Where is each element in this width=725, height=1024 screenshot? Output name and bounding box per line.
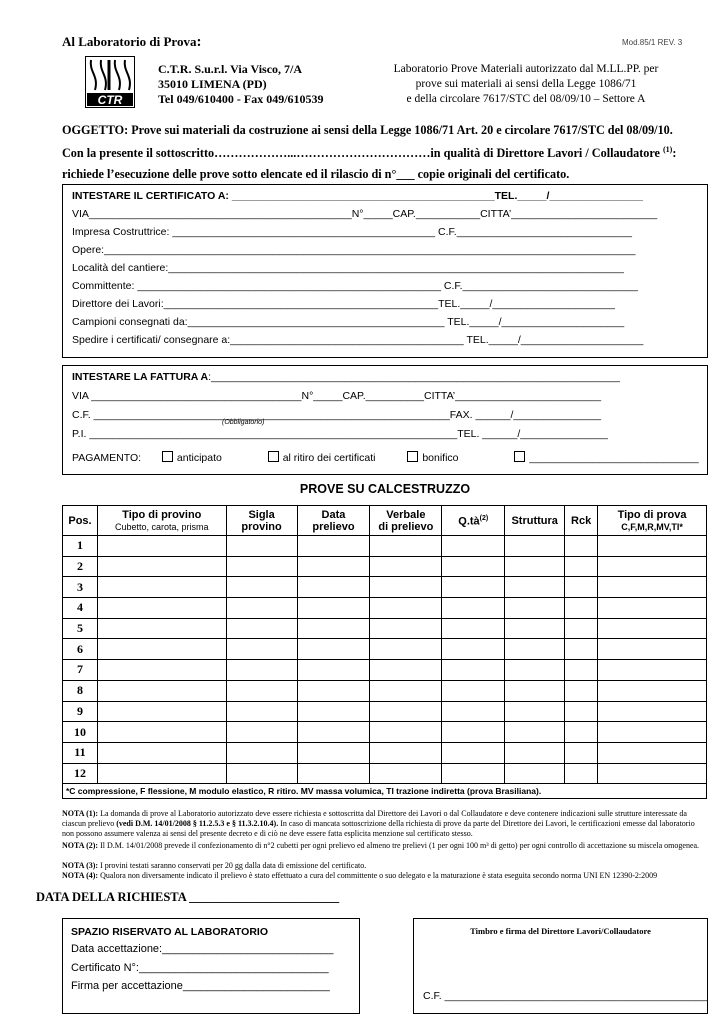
- company-info: [158, 62, 324, 107]
- table-cell[interactable]: [505, 598, 565, 619]
- col-sigla: Sigla provino: [226, 506, 297, 536]
- table-header-row: [63, 506, 707, 536]
- cf-obbligatorio-note: (Obbligatorio): [222, 419, 265, 426]
- table-cell[interactable]: [505, 618, 565, 639]
- row-number: 6: [63, 639, 98, 660]
- table-cell[interactable]: [598, 536, 707, 557]
- table-cell[interactable]: [565, 680, 598, 701]
- col-tipo-provino: Tipo di provino Cubetto, carota, prisma: [97, 506, 226, 536]
- localita-field[interactable]: Località del cantiere:______________________________________________________________________________: [72, 262, 624, 274]
- table-cell[interactable]: [97, 577, 226, 598]
- table-cell[interactable]: [226, 639, 297, 660]
- table-row: [63, 598, 707, 619]
- table-cell[interactable]: [370, 742, 442, 763]
- impresa-field[interactable]: Impresa Costruttrice: _____________________________________________ C.F.______________________________: [72, 226, 632, 238]
- richiesta-line: richiede l’esecuzione delle prove sotto elencate ed il rilascio di n°___ copie originali del certificato.: [62, 167, 570, 181]
- table-cell[interactable]: [370, 618, 442, 639]
- table-cell[interactable]: [297, 680, 370, 701]
- table-cell[interactable]: [370, 598, 442, 619]
- table-row: [63, 556, 707, 577]
- col-pos: Pos.: [63, 506, 98, 536]
- nota-1: NOTA (1): La domanda di prove al Laboratorio autorizzato deve essere richiesta e sottoscritta dal Direttore dei Lavori o dal Collaudatore e deve contenere indicazioni sulle strutture interessate da ciascun prelievo (vedi D.M. 14/01/2008 § 11.2.5.3 e § 11.3.2.10.4). In caso di mancata sottoscrizione della richiesta di prove da parte del Direttore dei Lavori, le certificazioni emesse dal laboratorio non possono assumere valenza ai sensi del presente decreto e di ciò ne deve essere fatta esplicita menzione sul certificato stesso.: [62, 809, 695, 838]
- col-rck: Rck: [565, 506, 598, 536]
- table-cell[interactable]: [598, 660, 707, 681]
- firma-accettazione-field[interactable]: Firma per accettazione________________________: [71, 980, 330, 992]
- table-cell[interactable]: [226, 722, 297, 743]
- row-number: 9: [63, 701, 98, 722]
- timbro-cf-field[interactable]: C.F. _____________________________________________: [423, 990, 708, 1002]
- table-cell[interactable]: [565, 660, 598, 681]
- direttore-field[interactable]: Direttore dei Lavori:_______________________________________________TEL._____/_____________________: [72, 298, 616, 310]
- laboratorio-title: SPAZIO RISERVATO AL LABORATORIO: [71, 926, 268, 938]
- table-cell[interactable]: [97, 598, 226, 619]
- table-cell[interactable]: [565, 577, 598, 598]
- table-cell[interactable]: [505, 556, 565, 577]
- table-cell[interactable]: [370, 639, 442, 660]
- col-data: Data prelievo: [297, 506, 370, 536]
- table-cell[interactable]: [226, 660, 297, 681]
- table-cell[interactable]: [442, 556, 505, 577]
- table-cell[interactable]: [226, 556, 297, 577]
- table-cell[interactable]: [370, 536, 442, 557]
- table-cell[interactable]: [370, 701, 442, 722]
- table-cell[interactable]: [297, 618, 370, 639]
- company-phone: Tel 049/610400 - Fax 049/610539: [158, 92, 324, 106]
- table-cell[interactable]: [598, 722, 707, 743]
- table-cell[interactable]: [598, 742, 707, 763]
- table-cell[interactable]: [226, 598, 297, 619]
- pagamento-row: [72, 451, 699, 464]
- table-cell[interactable]: [505, 742, 565, 763]
- table-cell[interactable]: [565, 639, 598, 660]
- table-row: [63, 618, 707, 639]
- table-cell[interactable]: [505, 639, 565, 660]
- table-cell[interactable]: [598, 598, 707, 619]
- sottoscritto-line: Con la presente il sottoscritto………………...……………………………in qualità di Direttore Lavori / Collaudatore $^{(1)}$:: [62, 145, 677, 161]
- table-cell[interactable]: [297, 701, 370, 722]
- table-row: [63, 742, 707, 763]
- table-cell[interactable]: [565, 701, 598, 722]
- row-number: 2: [63, 556, 98, 577]
- table-cell[interactable]: [565, 763, 598, 784]
- table-cell[interactable]: [442, 680, 505, 701]
- table-cell[interactable]: [370, 660, 442, 681]
- bonifico-checkbox[interactable]: bonifico: [407, 452, 458, 464]
- ritiro-checkbox[interactable]: al ritiro dei certificati: [268, 452, 376, 464]
- addressee: Al Laboratorio di Prova:: [62, 34, 202, 50]
- table-cell[interactable]: [370, 722, 442, 743]
- table-cell[interactable]: [442, 763, 505, 784]
- table-cell[interactable]: [226, 763, 297, 784]
- row-number: 8: [63, 680, 98, 701]
- data-richiesta-field[interactable]: DATA DELLA RICHIESTA ________________________: [36, 890, 340, 904]
- table-cell[interactable]: [297, 598, 370, 619]
- table-cell[interactable]: [565, 556, 598, 577]
- row-number: 7: [63, 660, 98, 681]
- row-number: 12: [63, 763, 98, 784]
- table-cell[interactable]: [370, 680, 442, 701]
- table-cell[interactable]: [297, 660, 370, 681]
- table-cell[interactable]: [565, 618, 598, 639]
- company-name: C.T.R. S.u.r.l. Via Visco, 7/A: [158, 62, 303, 76]
- table-cell[interactable]: [226, 618, 297, 639]
- table-cell[interactable]: [598, 680, 707, 701]
- nota-2: NOTA (2): Il D.M. 14/01/2008 prevede il confezionamento di n°2 cubetti per ogni prelievo ed almeno tre prelievi (1 per ogni 100 m³ di getto) per ogni controllo di accettazione su miscela omogenea.: [62, 841, 700, 850]
- data-accettazione-field[interactable]: Data accettazione:____________________________: [71, 943, 334, 955]
- table-cell[interactable]: [598, 639, 707, 660]
- table-cell[interactable]: [226, 680, 297, 701]
- committente-field[interactable]: Committente: ____________________________________________________ C.F.______________________________: [72, 280, 638, 292]
- table-cell[interactable]: [598, 701, 707, 722]
- ctr-logo: [85, 56, 135, 108]
- table-cell[interactable]: [598, 556, 707, 577]
- table-cell[interactable]: [442, 639, 505, 660]
- table-cell[interactable]: [505, 536, 565, 557]
- anticipato-checkbox[interactable]: anticipato: [162, 452, 222, 464]
- table-footnote-row: [63, 784, 707, 799]
- table-cell[interactable]: [505, 660, 565, 681]
- table-row: [63, 660, 707, 681]
- table-cell[interactable]: [370, 556, 442, 577]
- table-row: [63, 680, 707, 701]
- oggetto-line: OGGETTO: Prove sui materiali da costruzione ai sensi della Legge 1086/71 Art. 20 e circolare 7617/STC del 08/09/10.: [62, 123, 673, 137]
- row-number: 5: [63, 618, 98, 639]
- table-row: [63, 722, 707, 743]
- table-cell[interactable]: [97, 680, 226, 701]
- table-cell[interactable]: [442, 722, 505, 743]
- timbro-title: Timbro e firma del Direttore Lavori/Collaudatore: [470, 926, 651, 936]
- table-cell[interactable]: [297, 556, 370, 577]
- col-struttura: Struttura: [505, 506, 565, 536]
- certificato-numero-field[interactable]: Certificato N°:_______________________________: [71, 962, 329, 974]
- table-cell[interactable]: [297, 722, 370, 743]
- table-cell[interactable]: [505, 763, 565, 784]
- table-cell[interactable]: [442, 536, 505, 557]
- row-number: 11: [63, 742, 98, 763]
- altro-checkbox[interactable]: _____________________________: [514, 452, 698, 464]
- table-cell[interactable]: [97, 556, 226, 577]
- table-cell[interactable]: [442, 577, 505, 598]
- table-cell[interactable]: [226, 577, 297, 598]
- table-cell[interactable]: [226, 701, 297, 722]
- campioni-field[interactable]: Campioni consegnati da:____________________________________________ TEL._____/_____________________: [72, 316, 625, 328]
- table-cell[interactable]: [598, 618, 707, 639]
- table-cell[interactable]: [565, 742, 598, 763]
- row-number: 4: [63, 598, 98, 619]
- table-cell[interactable]: [442, 598, 505, 619]
- table-cell[interactable]: [97, 722, 226, 743]
- certificato-intestazione-field[interactable]: INTESTARE IL CERTIFICATO A: _____________________________________________TEL._____/________________: [72, 190, 643, 202]
- col-qta: $Q.tà^{(2)}$: [442, 506, 505, 536]
- table-cell[interactable]: [97, 639, 226, 660]
- table-cell[interactable]: [370, 763, 442, 784]
- table-cell[interactable]: [97, 536, 226, 557]
- table-cell[interactable]: [297, 639, 370, 660]
- table-cell[interactable]: [442, 701, 505, 722]
- table-row: [63, 763, 707, 784]
- table-cell[interactable]: [565, 722, 598, 743]
- fattura-intestazione-field[interactable]: INTESTARE LA FATTURA A:______________________________________________________________________: [72, 371, 620, 383]
- table-cell[interactable]: [505, 701, 565, 722]
- table-cell[interactable]: [97, 618, 226, 639]
- table-cell[interactable]: [598, 763, 707, 784]
- opere-field[interactable]: Opere:___________________________________________________________________________________________: [72, 244, 636, 256]
- prove-table: [62, 505, 707, 799]
- table-cell[interactable]: [297, 763, 370, 784]
- certificato-via-field[interactable]: VIA_____________________________________________N°_____CAP.___________CITTA’_________________________: [72, 208, 658, 220]
- table-cell[interactable]: [97, 763, 226, 784]
- table-cell[interactable]: [505, 680, 565, 701]
- table-row: [63, 639, 707, 660]
- table-cell[interactable]: [226, 742, 297, 763]
- table-cell[interactable]: [442, 742, 505, 763]
- nota-4: NOTA (4): Qualora non diversamente indicato il prelievo è stato effettuato a cura del committente o suo delegato e la maturazione è stata eseguita secondo norma UNI EN 12390-2:2009: [62, 871, 658, 880]
- module-code: Mod.85/1 REV. 3: [622, 38, 683, 47]
- table-cell[interactable]: [598, 577, 707, 598]
- table-row: [63, 577, 707, 598]
- table-cell[interactable]: [297, 536, 370, 557]
- table-cell[interactable]: [97, 742, 226, 763]
- col-verbale: Verbale di prelievo: [370, 506, 442, 536]
- table-cell[interactable]: [370, 577, 442, 598]
- table-cell[interactable]: [505, 722, 565, 743]
- company-city: 35010 LIMENA (PD): [158, 77, 267, 91]
- table-cell[interactable]: [297, 742, 370, 763]
- fattura-cf-field[interactable]: C.F. _____________________________________________________________FAX. ______/_______________: [72, 409, 602, 421]
- table-row: [63, 701, 707, 722]
- fattura-via-field[interactable]: VIA ____________________________________N°_____CAP.__________CITTA’_________________________: [72, 390, 602, 402]
- table-cell[interactable]: [97, 660, 226, 681]
- row-number: 1: [63, 536, 98, 557]
- nota-3: NOTA (3): I provini testati saranno conservati per 20 gg dalla data di emissione del certificato.: [62, 861, 367, 870]
- table-cell[interactable]: [297, 577, 370, 598]
- table-cell[interactable]: [226, 536, 297, 557]
- table-cell[interactable]: [97, 701, 226, 722]
- svg-text:CTR: CTR: [97, 93, 123, 107]
- table-row: [63, 536, 707, 557]
- prove-footnote: *C compressione, F flessione, M modulo elastico, R ritiro. MV massa volumica, TI trazione indiretta (prova Brasiliana).: [63, 784, 707, 799]
- lab-authorization: Laboratorio Prove Materiali autorizzato dal M.LL.PP. per prove sui materiali ai sensi della Legge 1086/71 e della circolare 7617/STC del 08/09/10 – Settore A: [393, 63, 659, 105]
- spedire-field[interactable]: Spedire i certificati/ consegnare a:________________________________________ TEL._____/_____________________: [72, 334, 644, 346]
- row-number: 10: [63, 722, 98, 743]
- prove-title: PROVE SU CALCESTRUZZO: [299, 482, 471, 496]
- table-cell[interactable]: [505, 577, 565, 598]
- row-number: 3: [63, 577, 98, 598]
- table-cell[interactable]: [565, 598, 598, 619]
- table-cell[interactable]: [565, 536, 598, 557]
- table-cell[interactable]: [442, 618, 505, 639]
- col-tipo-prova: Tipo di prova C,F,M,R,MV,TI*: [598, 506, 707, 536]
- pagamento-label: PAGAMENTO:: [72, 452, 142, 464]
- fattura-pi-field[interactable]: P.I. _______________________________________________________________TEL. ______/_______________: [72, 428, 608, 440]
- table-cell[interactable]: [442, 660, 505, 681]
